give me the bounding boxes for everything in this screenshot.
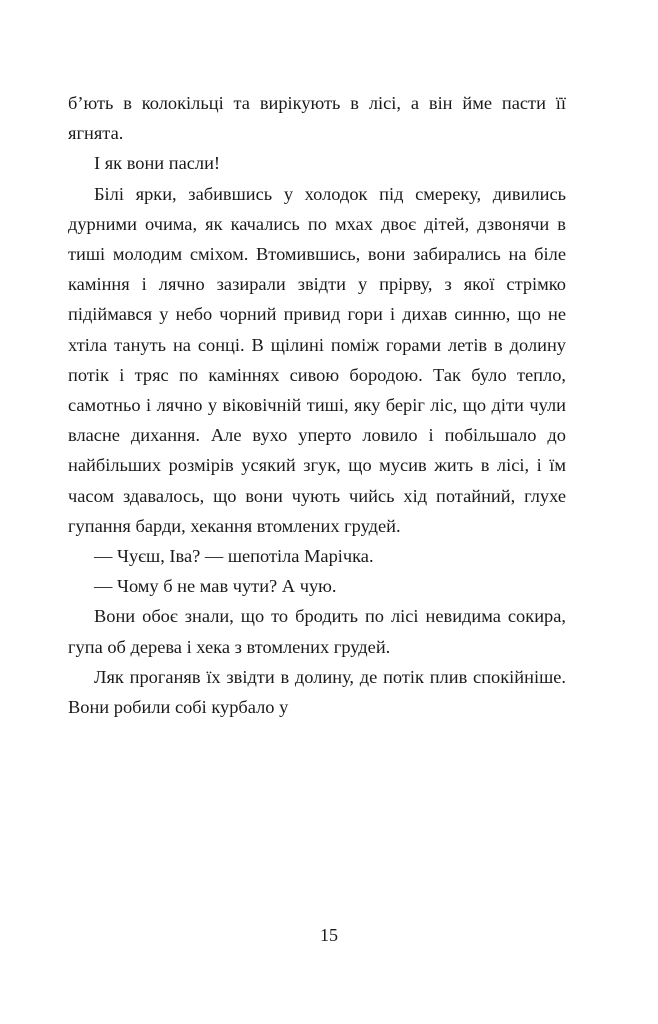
paragraph-dialogue: — Чому б не мав чути? А чую. (94, 576, 337, 597)
page-body (68, 88, 566, 722)
paragraph-dialogue: — Чуєш, Іва? — шепотіла Марічка. (94, 546, 374, 567)
paragraph: Білі ярки, забившись у холодок під смереку, дивились дурними очима, як качались по мхах двоє дітей, дзвонячи в тиші молодим сміхом. Втомившись, вони забирались на біле каміння і лячно зазирали звідти у прірву, з якої стрімко підіймався у небо чорний привид гори і дихав синню, що не хтіла тануть на сонці. В щілині поміж горами летів в долину потік і тряс по каміннях сивою бородою. Так було тепло, самотньо і лячно у віковічній тиші, яку беріг ліс, що діти чули власне дихання. Але вухо уперто ловило і побільшало до найбільших розмірів усякий згук, що мусив жить в лісі, і їм часом здавалось, що вони чують чийсь хід потайний, глухе гупання барди, хекання втомлених грудей. (68, 183, 566, 536)
paragraph: Ляк проганяв їх звідти в долину, де потік плив спокійніше. Вони робили собі курбало у (68, 666, 566, 718)
paragraph: Вони обоє знали, що то бродить по лісі невидима сокира, гупа об дерева і хека з втомлених грудей. (68, 606, 566, 657)
paragraph: б’ють в колокільці та вирікують в лісі, а він йме пасти її ягнята. (68, 93, 566, 144)
paragraph: І як вони пасли! (94, 153, 221, 174)
page-number: 15 (320, 925, 338, 945)
